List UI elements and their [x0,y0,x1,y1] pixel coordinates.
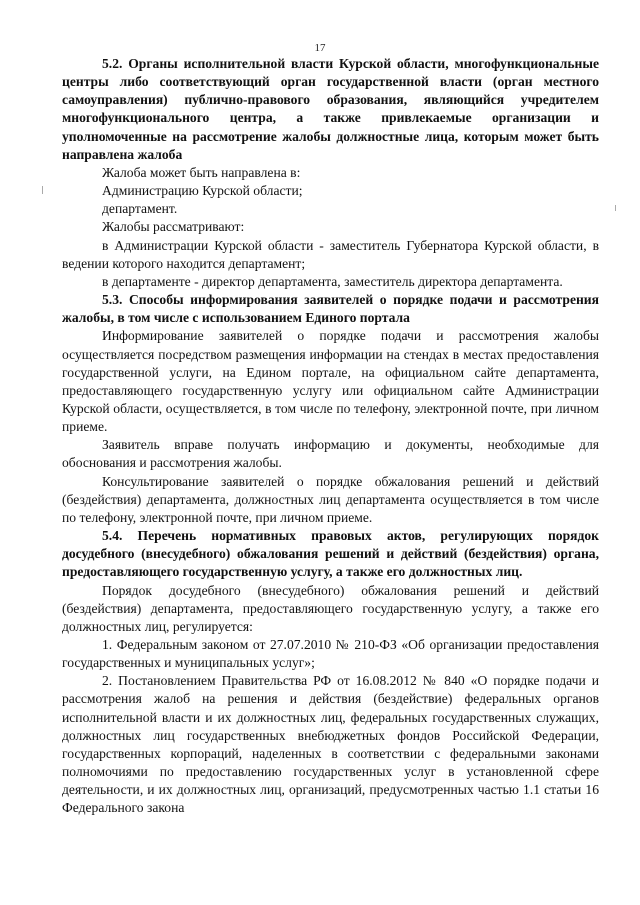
page-number: 17 [314,42,326,54]
section-5-4-paragraph-1: Порядок досудебного (внесудебного) обжалования решений и действий (бездействия) департамента, предоставляющего государственную услугу, а также его должностных лиц, регулируется: [62,582,599,634]
scan-mark [42,186,43,194]
document-body [62,55,599,818]
section-5-4-paragraph-2: 1. Федеральным законом от 27.07.2010 № 210-ФЗ «Об организации предоставления государственных и муниципальных услуг»; [62,637,599,671]
section-5-4-paragraph-3: 2. Постановлением Правительства РФ от 16.08.2012 № 840 «О порядке подачи и рассмотрения жалоб на решения и действия (бездействие) федеральных органов исполнительной власти и их должностных лиц, федеральных государственных служащих, должностных лиц государственных внебюджетных фондов Российской Федерации, государственных корпораций, наделенных в соответствии с федеральными законами полномочиями по предоставлению государственных услуг в установленной сфере деятельности, и их должностных лиц, организаций, предусмотренных частью 1.1 статьи 16 Федерального закона [62,673,599,816]
section-5-2-heading: 5.2. Органы исполнительной власти Курской области, многофункциональные центры либо соответствующий орган государственной власти (орган местного самоуправления) публично-правового образования, являющийся учредителем многофункционального центра, а также привлекаемые организации и уполномоченные на рассмотрение жалобы должностные лица, которым может быть направлена жалоба [62,56,599,162]
section-5-4-heading: 5.4. Перечень нормативных правовых актов, регулирующих порядок досудебного (внесудебного) обжалования решений и действий (бездействия) органа, предоставляющего государственную услугу, а также его должностных лиц. [62,528,599,580]
section-5-2-paragraph-4: Жалобы рассматривают: [102,219,245,235]
section-5-3-heading: 5.3. Способы информирования заявителей о порядке подачи и рассмотрения жалобы, в том числе с использованием Единого портала [62,292,599,326]
section-5-3-paragraph-3: Консультирование заявителей о порядке обжалования решений и действий (бездействия) департамента, должностных лиц департамента осуществляется в том числе по телефону, электронной почте, при личном приеме. [62,473,599,525]
section-5-2-paragraph-6: в департаменте - директор департамента, заместитель директора департамента. [102,273,563,289]
section-5-2-paragraph-1: Жалоба может быть направлена в: [102,164,301,180]
section-5-2-paragraph-3: департамент. [102,201,178,217]
section-5-2-paragraph-5: в Администрации Курской области - заместитель Губернатора Курской области, в ведении которого находится департамент; [62,237,599,271]
scan-mark [615,205,616,211]
section-5-3-paragraph-1: Информирование заявителей о порядке подачи и рассмотрения жалобы осуществляется посредством размещения информации на стендах в местах предоставления государственной услуги, на Едином портале, на официальном сайте департамента, предоставляющего государственную услугу или официальном сайте Администрации Курской области, осуществляется, в том числе по телефону, электронной почте, при личном приеме. [62,328,599,435]
section-5-2-paragraph-2: Администрацию Курской области; [102,183,303,199]
section-5-3-paragraph-2: Заявитель вправе получать информацию и документы, необходимые для обоснования и рассмотрения жалобы. [62,437,599,471]
